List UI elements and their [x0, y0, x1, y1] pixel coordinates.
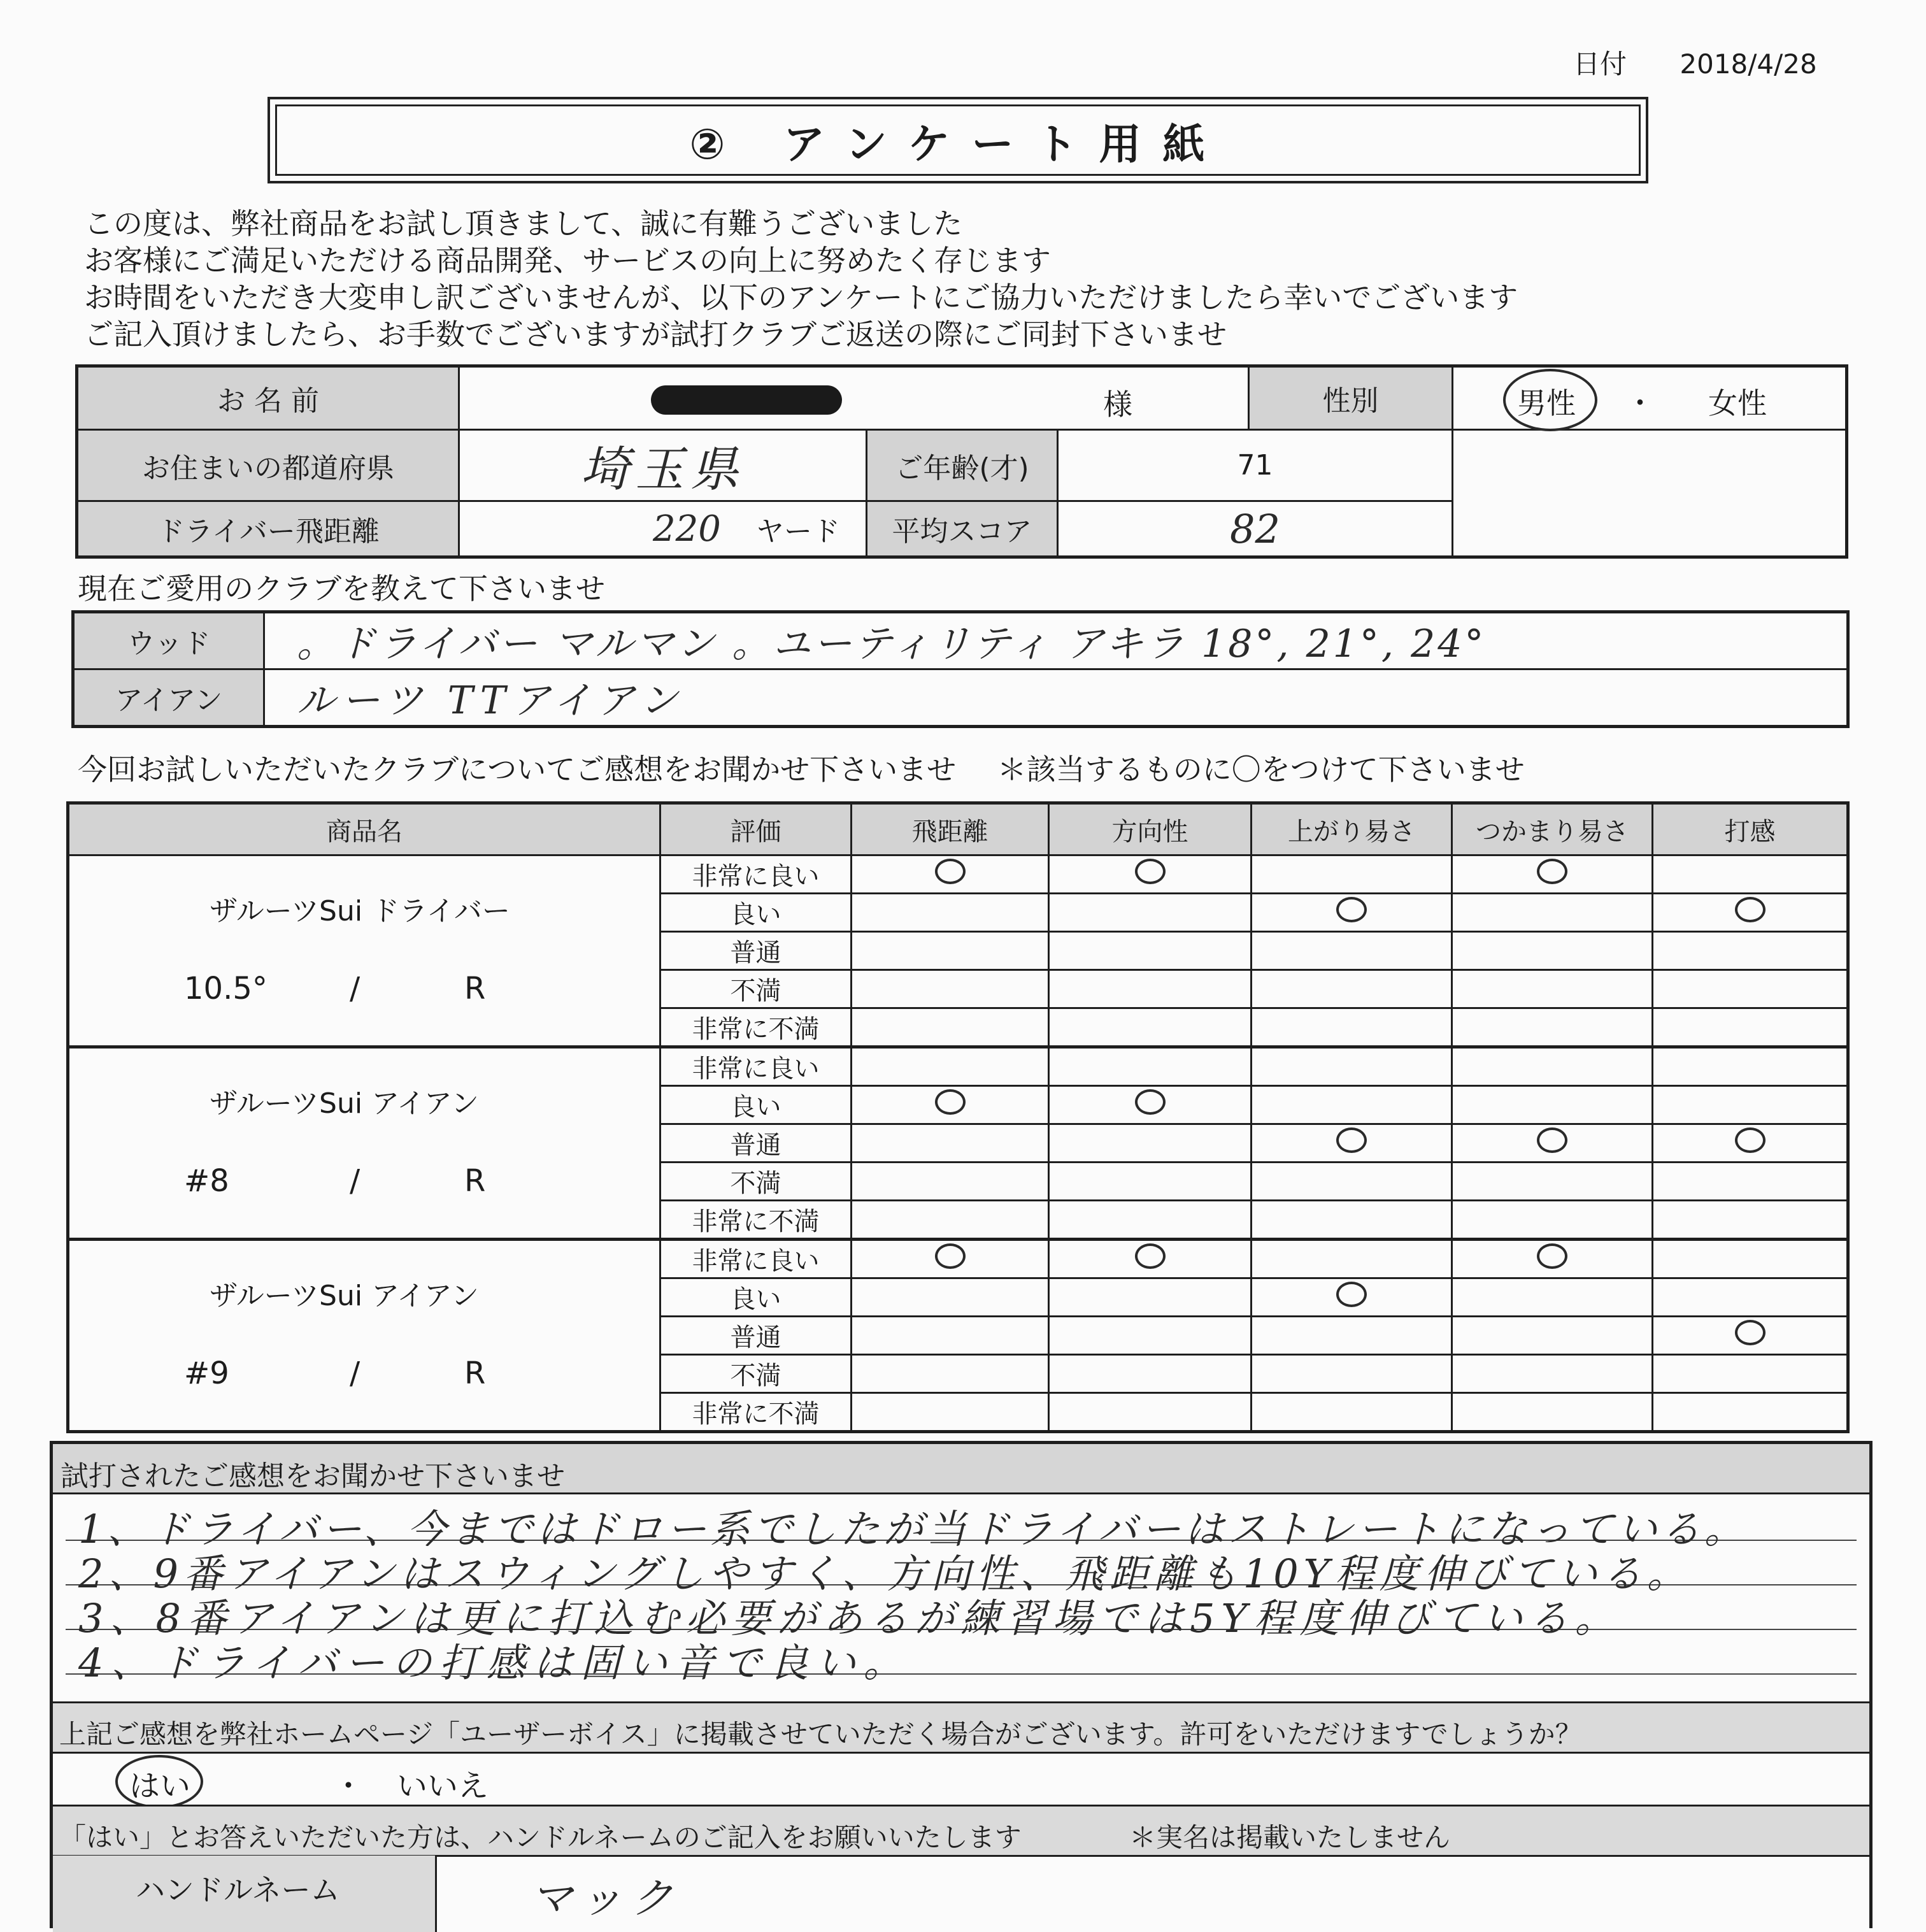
- rating-label: 良い: [660, 1278, 852, 1317]
- score-value: 82: [1230, 505, 1280, 552]
- rating-cell-distance[interactable]: [852, 1163, 1049, 1201]
- age-value: 71: [1237, 449, 1273, 482]
- header-feel: 打感: [1653, 803, 1848, 855]
- intro-line: お客様にご満足いただける商品開発、サービスの向上に努めたく存じます: [84, 243, 1051, 278]
- product-flex: R: [464, 1356, 486, 1391]
- permission-no[interactable]: いいえ: [397, 1768, 489, 1804]
- rating-cell-feel[interactable]: [1653, 1317, 1848, 1355]
- profile-empty-cell: [1453, 430, 1847, 557]
- handle-note: ＊実名は掲載いたしません: [1129, 1822, 1451, 1853]
- permission-yes: はい: [129, 1768, 191, 1804]
- handle-field[interactable]: [441, 1856, 1869, 1932]
- header-launch: 上がり易さ: [1252, 803, 1452, 855]
- rating-cell-feel[interactable]: [1653, 970, 1848, 1008]
- age-label-cell: [867, 430, 1058, 501]
- name-redaction: [651, 385, 842, 415]
- rating-label: 非常に良い: [660, 1240, 852, 1278]
- handle-label: ハンドルネーム: [136, 1873, 340, 1907]
- rating-label: 普通: [660, 932, 852, 970]
- iron-field[interactable]: [264, 669, 1848, 727]
- score-label-cell: [867, 501, 1058, 557]
- rating-cell-feel[interactable]: [1653, 1086, 1848, 1124]
- gender-separator: ・: [1625, 386, 1655, 420]
- rating-cell-feel[interactable]: [1653, 1393, 1848, 1432]
- rating-cell-direction[interactable]: [1049, 1393, 1252, 1432]
- date-label: 日付: [1573, 48, 1627, 80]
- selected-circle-icon: [1537, 1243, 1567, 1269]
- pref-label: お住まいの都道府県: [142, 452, 394, 485]
- product-spec: #9: [184, 1356, 229, 1391]
- rating-cell-direction[interactable]: [1049, 1240, 1252, 1278]
- selected-circle-icon: [1735, 1127, 1765, 1153]
- selected-circle-icon: [1336, 897, 1367, 922]
- gender-label: 性別: [1322, 385, 1379, 417]
- survey-row: [68, 1240, 1848, 1278]
- iron-value: ルーツ TTアイアン: [297, 678, 685, 723]
- rating-cell-distance[interactable]: [852, 1086, 1049, 1124]
- survey-row: [68, 855, 1848, 894]
- product-slash: /: [350, 971, 360, 1006]
- clubs-table: [71, 610, 1850, 728]
- title-box: [268, 97, 1648, 183]
- rating-cell-distance[interactable]: [852, 932, 1049, 970]
- rating-cell-distance[interactable]: [852, 894, 1049, 932]
- rating-cell-grip[interactable]: [1452, 1317, 1653, 1355]
- rating-cell-grip[interactable]: [1452, 970, 1653, 1008]
- impression-line: 4、ドライバーの打感は固い音で良い。: [78, 1640, 911, 1686]
- rating-cell-distance[interactable]: [852, 1201, 1049, 1240]
- rating-cell-grip[interactable]: [1452, 1124, 1653, 1163]
- distance-unit: ヤード: [756, 515, 840, 548]
- distance-label: ドライバー飛距離: [157, 515, 380, 548]
- rating-cell-launch[interactable]: [1252, 855, 1452, 894]
- rating-cell-launch[interactable]: [1252, 894, 1452, 932]
- distance-field[interactable]: [459, 501, 867, 557]
- rating-cell-distance[interactable]: [852, 855, 1049, 894]
- rating-cell-feel[interactable]: [1653, 1278, 1848, 1317]
- rating-cell-grip[interactable]: [1452, 855, 1653, 894]
- product-cell: [68, 1240, 660, 1432]
- selected-circle-icon: [1336, 1282, 1367, 1307]
- rating-cell-feel[interactable]: [1653, 1240, 1848, 1278]
- product-cell: [68, 1047, 660, 1240]
- selected-circle-icon: [1135, 1243, 1166, 1269]
- page-title: ② アンケート用紙: [689, 119, 1227, 169]
- selected-circle-icon: [935, 1243, 966, 1269]
- impression-line: 3、8番アイアンは更に打込む必要があるが練習場では5Y程度伸びている。: [78, 1595, 1621, 1642]
- rating-cell-launch[interactable]: [1252, 1355, 1452, 1393]
- rating-cell-direction[interactable]: [1049, 1008, 1252, 1047]
- rating-cell-grip[interactable]: [1452, 1393, 1653, 1432]
- intro-text: [84, 205, 1518, 353]
- rating-label: 良い: [660, 1086, 852, 1124]
- rating-cell-distance[interactable]: [852, 1240, 1049, 1278]
- score-label: 平均スコア: [892, 515, 1032, 548]
- name-label: お 名 前: [217, 385, 319, 417]
- header-product: 商品名: [68, 803, 660, 855]
- survey-table: [66, 801, 1850, 1433]
- rating-label: 不満: [660, 1355, 852, 1393]
- rating-cell-direction[interactable]: [1049, 1086, 1252, 1124]
- wood-field[interactable]: [264, 612, 1848, 669]
- selected-circle-icon: [115, 1755, 203, 1808]
- product-spec: #8: [184, 1163, 229, 1199]
- selected-circle-icon: [1135, 859, 1166, 884]
- permission-yes-option[interactable]: [129, 1761, 190, 1805]
- wood-value: 。ドライバー マルマン 。ユーティリティ アキラ 18°, 21°, 24°: [297, 622, 1487, 666]
- rating-cell-distance[interactable]: [852, 1355, 1049, 1393]
- rating-cell-launch[interactable]: [1252, 1317, 1452, 1355]
- header-grip: つかまり易さ: [1452, 803, 1653, 855]
- rating-cell-direction[interactable]: [1049, 1124, 1252, 1163]
- header-rating: 評価: [660, 803, 852, 855]
- rating-cell-direction[interactable]: [1049, 1047, 1252, 1086]
- selected-circle-icon: [1735, 1320, 1765, 1345]
- rating-cell-grip[interactable]: [1452, 1240, 1653, 1278]
- rating-cell-distance[interactable]: [852, 1124, 1049, 1163]
- product-spec: 10.5°: [184, 971, 268, 1006]
- rating-cell-grip[interactable]: [1452, 1047, 1653, 1086]
- rating-label: 非常に良い: [660, 855, 852, 894]
- rating-label: 非常に良い: [660, 1047, 852, 1086]
- name-field[interactable]: [459, 366, 1249, 430]
- rating-cell-grip[interactable]: [1452, 932, 1653, 970]
- handle-bar: [53, 1805, 1869, 1857]
- impression-line: 1、ドライバー、今まではドロー系でしたが当ドライバーはストレートになっている。: [78, 1506, 1748, 1552]
- rating-cell-launch[interactable]: [1252, 1086, 1452, 1124]
- gender-male-option[interactable]: [1517, 380, 1576, 422]
- rating-cell-direction[interactable]: [1049, 1317, 1252, 1355]
- rating-cell-direction[interactable]: [1049, 894, 1252, 932]
- age-label: ご年齢(才): [895, 452, 1029, 485]
- rating-cell-grip[interactable]: [1452, 1086, 1653, 1124]
- selected-circle-icon: [1135, 1089, 1166, 1115]
- survey-row: [68, 1047, 1848, 1086]
- rating-cell-launch[interactable]: [1252, 1278, 1452, 1317]
- rating-cell-launch[interactable]: [1252, 1201, 1452, 1240]
- iron-label-cell: [73, 669, 264, 727]
- gender-female[interactable]: 女性: [1708, 386, 1767, 420]
- rating-cell-distance[interactable]: [852, 1278, 1049, 1317]
- rating-cell-feel[interactable]: [1653, 1047, 1848, 1086]
- rating-cell-feel[interactable]: [1653, 894, 1848, 932]
- header-distance: 飛距離: [852, 803, 1049, 855]
- date-value: 2018/4/28: [1680, 48, 1817, 80]
- wood-label-cell: [73, 612, 264, 669]
- score-field[interactable]: [1058, 501, 1453, 557]
- permission-question: 上記ご感想を弊社ホームページ「ユーザーボイス」に掲載させていただく場合がございます。許可をいただけますでしょうか？: [59, 1719, 1582, 1750]
- handle-instruction: 「はい」とお答えいただいた方は、ハンドルネームのご記入をお願いいたします: [59, 1822, 1022, 1853]
- product-name: ザルーツSui アイアン: [210, 1280, 480, 1312]
- product-flex: R: [464, 971, 486, 1006]
- selected-circle-icon: [935, 1089, 966, 1115]
- permission-bar: [53, 1701, 1869, 1754]
- rating-label: 非常に不満: [660, 1393, 852, 1432]
- rating-cell-direction[interactable]: [1049, 970, 1252, 1008]
- rating-label: 不満: [660, 970, 852, 1008]
- selected-circle-icon: [1503, 369, 1597, 431]
- rating-cell-direction[interactable]: [1049, 1355, 1252, 1393]
- rating-cell-direction[interactable]: [1049, 932, 1252, 970]
- date-row: [1573, 43, 1817, 82]
- product-flex: R: [464, 1163, 486, 1199]
- name-label-cell: [77, 366, 459, 430]
- rating-label: 良い: [660, 894, 852, 932]
- product-name: ザルーツSui ドライバー: [210, 895, 510, 927]
- distance-value: 220: [653, 508, 721, 550]
- rating-cell-grip[interactable]: [1452, 1201, 1653, 1240]
- rating-cell-launch[interactable]: [1252, 932, 1452, 970]
- rating-cell-feel[interactable]: [1653, 1163, 1848, 1201]
- selected-circle-icon: [1735, 897, 1765, 922]
- rating-cell-grip[interactable]: [1452, 1278, 1653, 1317]
- handle-label-cell: [53, 1856, 437, 1932]
- rating-cell-feel[interactable]: [1653, 855, 1848, 894]
- name-suffix: 様: [1103, 387, 1132, 422]
- distance-label-cell: [77, 501, 459, 557]
- handle-row: [53, 1856, 1869, 1932]
- rating-cell-distance[interactable]: [852, 970, 1049, 1008]
- gender-label-cell: [1249, 366, 1453, 430]
- iron-label: アイアン: [115, 684, 223, 717]
- rating-cell-distance[interactable]: [852, 1317, 1049, 1355]
- rating-cell-feel[interactable]: [1653, 1201, 1848, 1240]
- product-slash: /: [350, 1356, 360, 1391]
- survey-heading: 今回お試しいただいたクラブについてご感想をお聞かせ下さいませ: [78, 752, 957, 787]
- rating-cell-feel[interactable]: [1653, 1008, 1848, 1047]
- selected-circle-icon: [1537, 859, 1567, 884]
- rating-cell-grip[interactable]: [1452, 1163, 1653, 1201]
- rating-cell-launch[interactable]: [1252, 1047, 1452, 1086]
- selected-circle-icon: [1537, 1127, 1567, 1153]
- rating-cell-launch[interactable]: [1252, 1240, 1452, 1278]
- selected-circle-icon: [935, 859, 966, 884]
- impression-line: 2、9番アイアンはスウィングしやすく、方向性、飛距離も10Y程度伸びている。: [78, 1550, 1692, 1597]
- rating-cell-launch[interactable]: [1252, 1163, 1452, 1201]
- gender-male: 男性: [1517, 386, 1576, 420]
- rating-cell-feel[interactable]: [1653, 932, 1848, 970]
- rating-cell-direction[interactable]: [1049, 1278, 1252, 1317]
- rating-cell-distance[interactable]: [852, 1047, 1049, 1086]
- rating-cell-direction[interactable]: [1049, 855, 1252, 894]
- handle-value: マック: [531, 1874, 682, 1923]
- rating-label: 普通: [660, 1124, 852, 1163]
- survey-note: ＊該当するものに〇をつけて下さいませ: [997, 752, 1525, 787]
- permission-options: [53, 1752, 1869, 1803]
- rating-cell-distance[interactable]: [852, 1008, 1049, 1047]
- rating-label: 不満: [660, 1163, 852, 1201]
- profile-table: [75, 364, 1848, 559]
- intro-line: ご記入頂けましたら、お手数でございますが試打クラブご返送の際にご同封下さいませ: [84, 317, 1227, 352]
- product-cell: [68, 855, 660, 1047]
- rating-label: 非常に不満: [660, 1008, 852, 1047]
- intro-line: お時間をいただき大変申し訳ございませんが、以下のアンケートにご協力いただけましたら幸いでございます: [84, 280, 1518, 315]
- product-name: ザルーツSui アイアン: [210, 1087, 480, 1120]
- age-field[interactable]: [1058, 430, 1453, 501]
- impressions-heading: 試打されたご感想をお聞かせ下さいませ: [61, 1460, 565, 1492]
- pref-value: 埼玉県: [580, 441, 745, 497]
- rating-label: 非常に不満: [660, 1201, 852, 1240]
- rating-cell-grip[interactable]: [1452, 1008, 1653, 1047]
- pref-label-cell: [77, 430, 459, 501]
- rating-cell-launch[interactable]: [1252, 970, 1452, 1008]
- rating-cell-launch[interactable]: [1252, 1393, 1452, 1432]
- header-direction: 方向性: [1049, 803, 1252, 855]
- rating-cell-launch[interactable]: [1252, 1124, 1452, 1163]
- rating-cell-grip[interactable]: [1452, 894, 1653, 932]
- product-slash: /: [350, 1163, 360, 1199]
- rating-cell-feel[interactable]: [1653, 1355, 1848, 1393]
- pref-field[interactable]: [459, 430, 867, 501]
- rating-cell-distance[interactable]: [852, 1393, 1049, 1432]
- impressions-box: [50, 1441, 1872, 1928]
- rating-cell-direction[interactable]: [1049, 1201, 1252, 1240]
- rating-cell-launch[interactable]: [1252, 1008, 1452, 1047]
- rating-label: 普通: [660, 1317, 852, 1355]
- gender-field[interactable]: [1453, 366, 1847, 430]
- survey-heading-row: [78, 747, 1525, 789]
- clubs-heading: 現在ご愛用のクラブを教えて下さいませ: [78, 571, 605, 606]
- intro-line: この度は、弊社商品をお試し頂きまして、誠に有難うございました: [84, 206, 963, 241]
- selected-circle-icon: [1336, 1127, 1367, 1153]
- impressions-heading-bar: [53, 1444, 1869, 1494]
- rating-cell-grip[interactable]: [1452, 1355, 1653, 1393]
- rating-cell-direction[interactable]: [1049, 1163, 1252, 1201]
- permission-separator: ・: [333, 1768, 364, 1804]
- rating-cell-feel[interactable]: [1653, 1124, 1848, 1163]
- wood-label: ウッド: [127, 627, 211, 660]
